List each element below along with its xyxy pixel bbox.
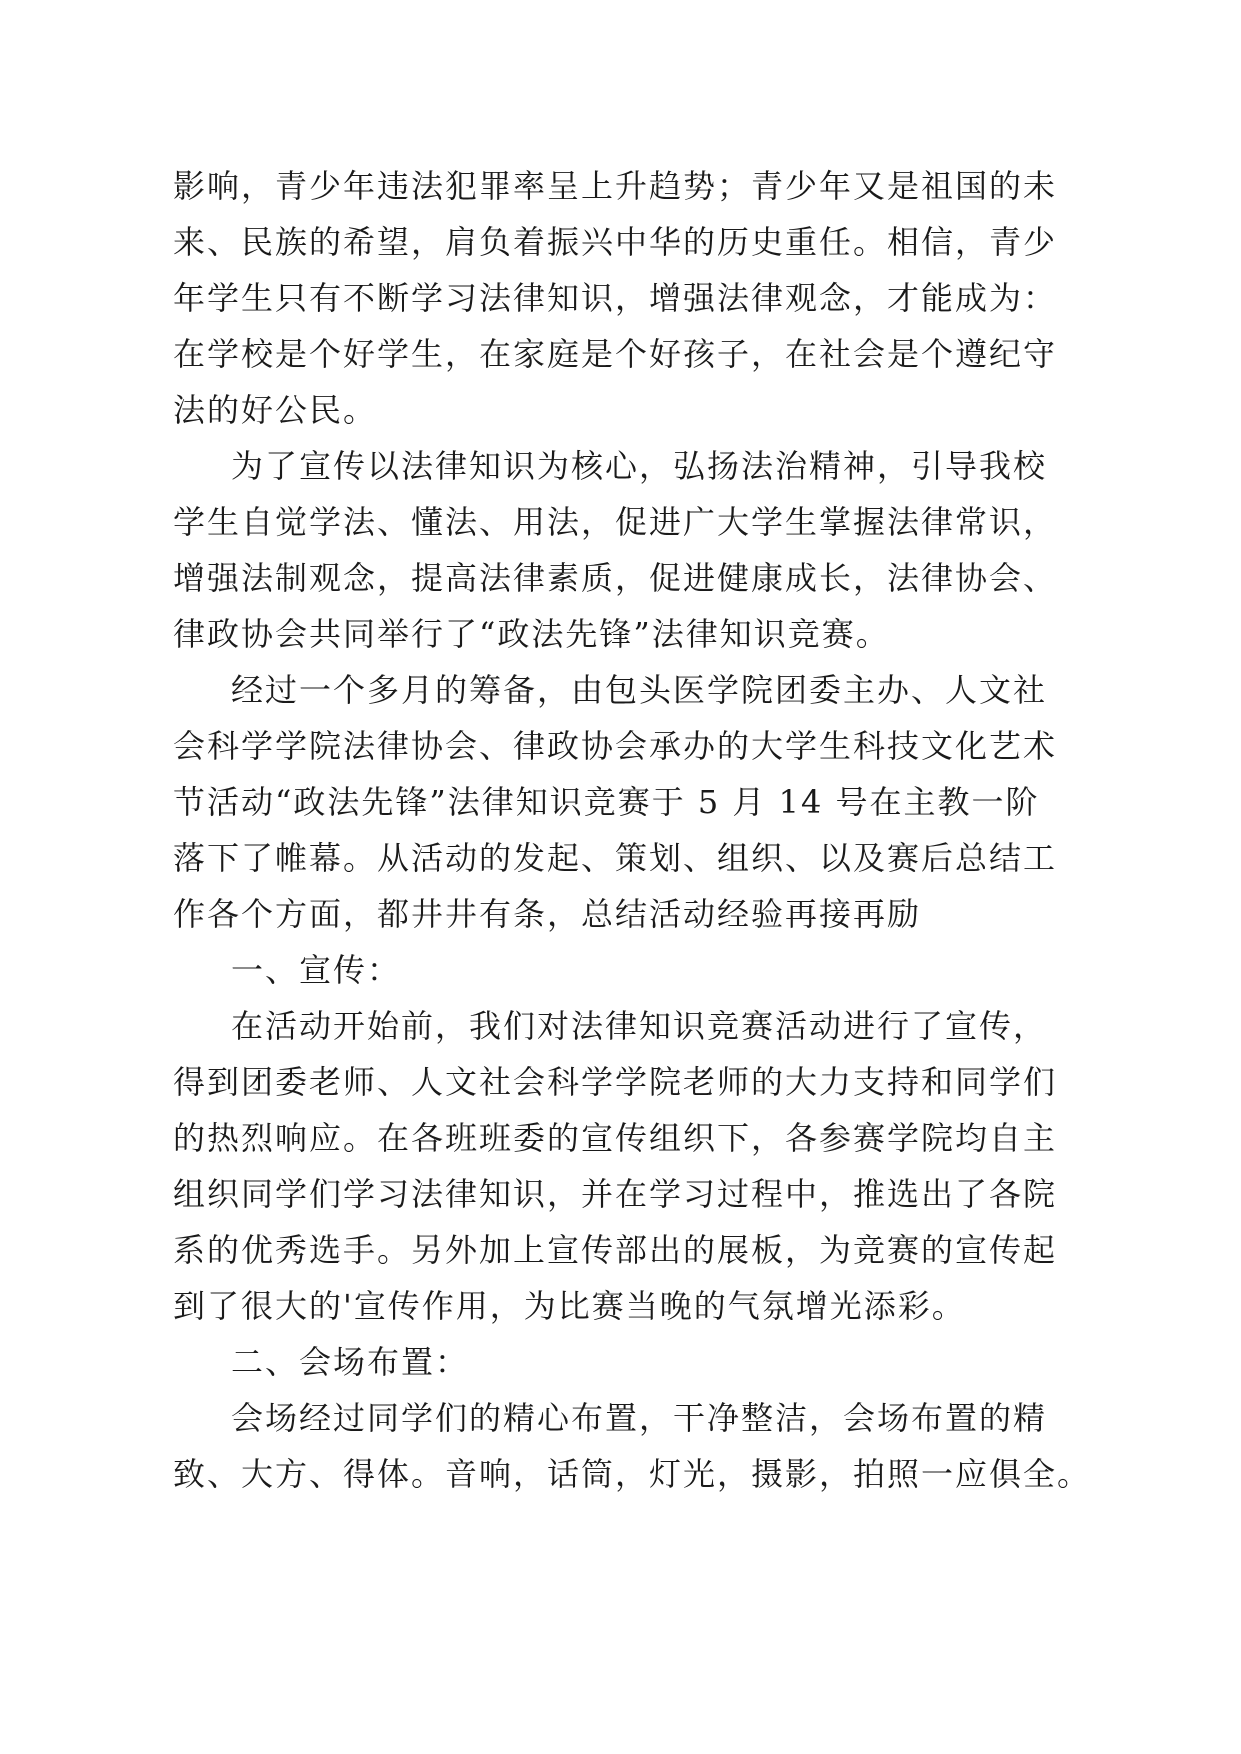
paragraph-line: 影响，青少年违法犯罪率呈上升趋势；青少年又是祖国的未 (173, 167, 1058, 205)
paragraph-line: 的热烈响应。在各班班委的宣传组织下，各参赛学院均自主 (173, 1119, 1058, 1157)
paragraph-line: 在学校是个好学生，在家庭是个好孩子，在社会是个遵纪守 (173, 335, 1058, 373)
paragraph-line: 为了宣传以法律知识为核心，弘扬法治精神，引导我校 (231, 447, 1048, 485)
paragraph-line: 会场经过同学们的精心布置，干净整洁，会场布置的精 (231, 1399, 1048, 1437)
paragraph-line: 年学生只有不断学习法律知识，增强法律观念，才能成为： (173, 279, 1058, 317)
paragraph-line: 到了很大的'宣传作用，为比赛当晚的气氛增光添彩。 (173, 1287, 966, 1325)
section-heading: 二、会场布置： (231, 1343, 470, 1381)
section-heading: 一、宣传： (231, 951, 402, 989)
paragraph-line: 法的好公民。 (173, 391, 378, 429)
paragraph-line: 落下了帷幕。从活动的发起、策划、组织、以及赛后总结工 (173, 839, 1058, 877)
paragraph-line: 来、民族的希望，肩负着振兴中华的历史重任。相信，青少 (173, 223, 1058, 261)
paragraph-line: 致、大方、得体。音响，话筒，灯光，摄影，拍照一应俱全。 (173, 1455, 1092, 1493)
paragraph-line: 会科学学院法律协会、律政协会承办的大学生科技文化艺术 (173, 727, 1058, 765)
paragraph-line: 系的优秀选手。另外加上宣传部出的展板，为竞赛的宣传起 (173, 1231, 1058, 1269)
paragraph-line: 增强法制观念，提高法律素质，促进健康成长，法律协会、 (173, 559, 1058, 597)
paragraph-line: 组织同学们学习法律知识，并在学习过程中，推选出了各院 (173, 1175, 1058, 1213)
paragraph-line: 律政协会共同举行了“政法先锋”法律知识竞赛。 (173, 615, 890, 653)
paragraph-line: 作各个方面，都井井有条，总结活动经验再接再励 (173, 895, 922, 933)
paragraph-line: 节活动“政法先锋”法律知识竞赛于 5 月 14 号在主教一阶 (173, 783, 1040, 821)
paragraph-line: 得到团委老师、人文社会科学学院老师的大力支持和同学们 (173, 1063, 1058, 1101)
paragraph-line: 学生自觉学法、懂法、用法，促进广大学生掌握法律常识， (173, 503, 1058, 541)
paragraph-line: 在活动开始前，我们对法律知识竞赛活动进行了宣传， (231, 1007, 1048, 1045)
paragraph-line: 经过一个多月的筹备，由包头医学院团委主办、人文社 (231, 671, 1048, 709)
